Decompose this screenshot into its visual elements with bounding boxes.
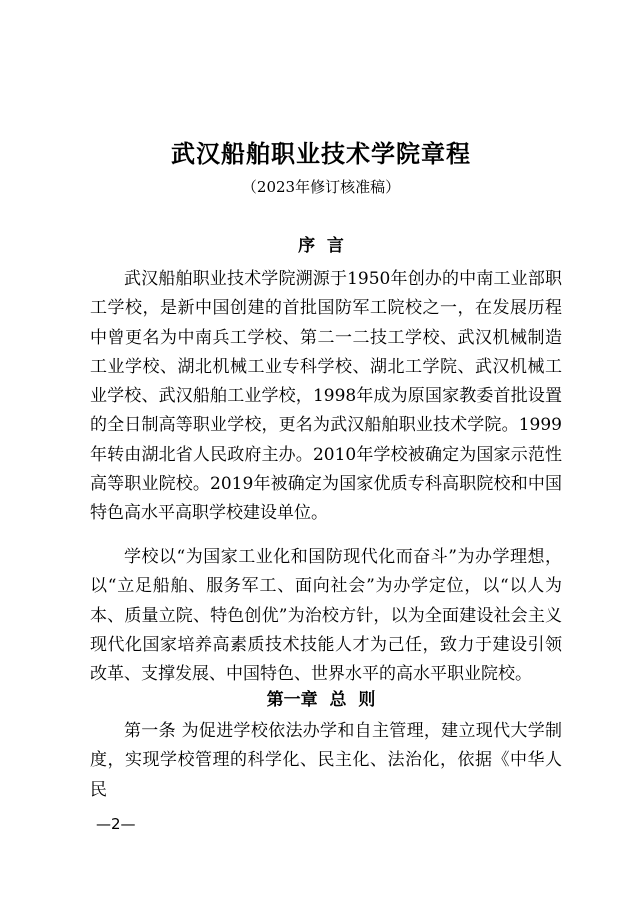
document-title: 武汉船舶职业技术学院章程 (171, 139, 471, 168)
page-number: —2— (96, 815, 136, 833)
document-subtitle: （2023年修订核准稿） (241, 178, 401, 196)
preface-paragraph-1: 武汉船舶职业技术学院溯源于1950年创办的中南工业部职工学校，是新中国创建的首批国防军工院校之一，在发展历程中曾更名为中南兵工学校、第二一二技工学校、武汉机械制造工业学校、湖北机械工业专科学校、湖北工学院、武汉机械工业学校、武汉船舶工业学校，1998年成为原国家教委首批设置的全日制高等职业学校，更名为武汉船舶职业技术学院。1999年转由湖北省人民政府主办。2010年学校被确定为国家示范性高等职业院校。2019年被确定为国家优质专科高职院校和中国特色高水平高职学校建设单位。 (90, 269, 562, 524)
article-1-paragraph: 第一条 为促进学校依法办学和自主管理，建立现代大学制度，实现学校管理的科学化、民主化、法治化，依据《中华人民 (90, 721, 562, 800)
chapter-1-heading: 第一章 总 则 (266, 690, 376, 710)
preface-heading: 序 言 (298, 236, 344, 256)
preface-paragraph-2: 学校以“为国家工业化和国防现代化而奋斗”为办学理想，以“立足船舶、服务军工、面向社会”为办学定位，以“以人为本、质量立院、特色创优”为治校方针，以为全面建设社会主义现代化国家培养高素质技术技能人才为己任，致力于建设引领改革、支撑发展、中国特色、世界水平的高水平职业院校。 (90, 547, 562, 685)
